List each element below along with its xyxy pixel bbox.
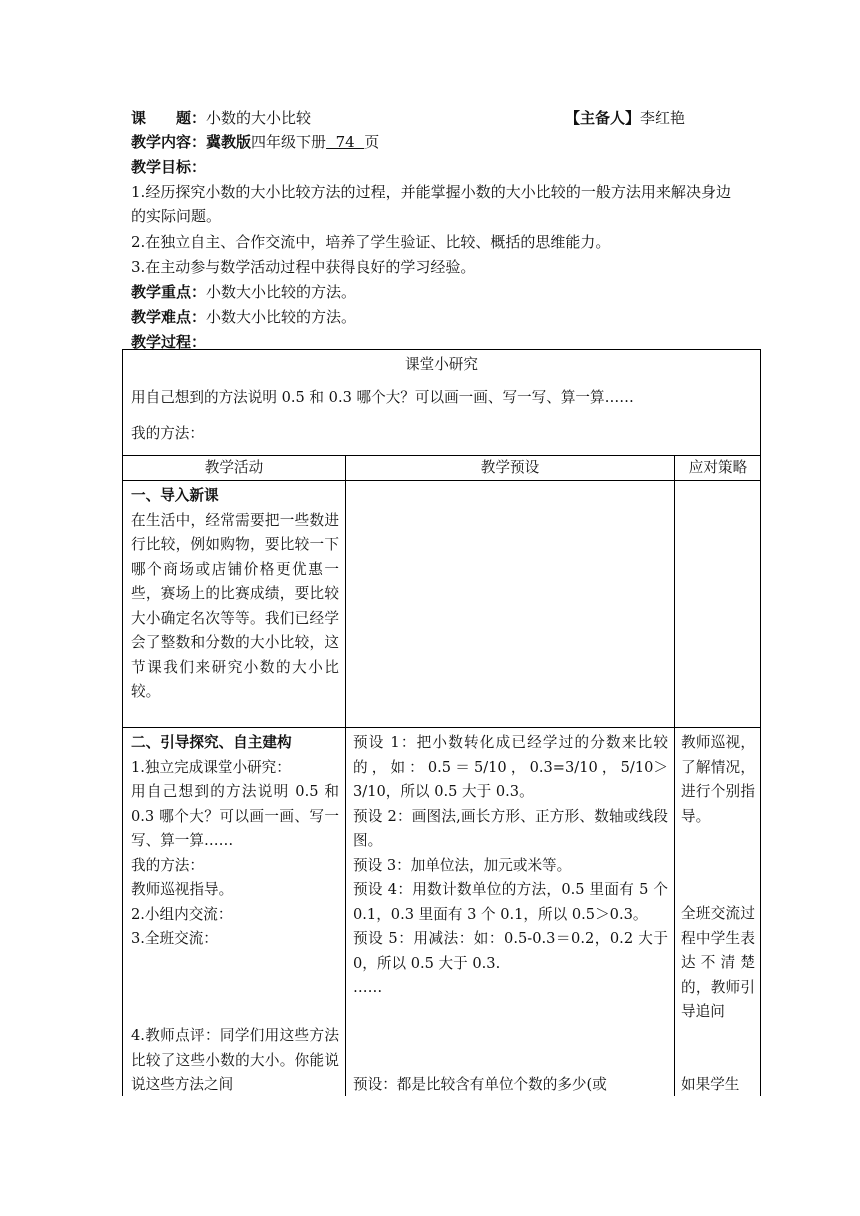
content-label: 教学内容：	[131, 133, 207, 151]
research-my-method: 我的方法：	[131, 425, 204, 442]
row2-pre-2: 预设 2：画图法,画长方形、正方形、数轴或线段图。	[353, 807, 668, 849]
goal-3: 3.在主动参与数学活动过程中获得良好的学习经验。	[131, 258, 476, 276]
content-page: 74	[326, 133, 365, 151]
row2-act-2: 用自己想到的方法说明 0.5 和 0.3 哪个大？可以画一画、写一写、算一算……	[131, 783, 339, 849]
row1-activity-cell	[131, 484, 339, 705]
row2-pre-5: 预设 5：用减法：如：0.5-0.3＝0.2，0.2 大于 0，所以 0.5 大于 0.3.	[353, 930, 668, 972]
difficulty-label: 教学难点：	[131, 308, 207, 326]
research-prompt: 用自己想到的方法说明 0.5 和 0.3 哪个大？可以画一画、写一写、算一算……	[131, 389, 634, 406]
row2-act-5: 2.小组内交流：	[131, 905, 233, 923]
header-preset: 教学预设	[480, 459, 540, 476]
key-point-label: 教学重点：	[131, 283, 207, 301]
goal-2: 2.在独立自主、合作交流中，培养了学生验证、比较、概括的思维能力。	[131, 233, 611, 251]
key-point-value: 小数大小比较的方法。	[206, 283, 357, 301]
row2-pre-7: 预设：都是比较含有单位个数的多少(或	[353, 1076, 607, 1093]
header-strategy: 应对策略	[688, 459, 748, 476]
research-title: 课堂小研究	[405, 356, 478, 373]
content-publisher: 冀教版	[206, 133, 252, 151]
difficulty-value: 小数大小比较的方法。	[206, 308, 357, 326]
col-divider-2	[674, 455, 675, 1096]
difficulty-line	[131, 305, 731, 329]
row1-activity-text: 在生活中，经常需要把一些数进行比较，例如购物，要比较一下哪个商场或店铺价格更优惠一些，赛场上的比赛成绩，要比较大小确定名次等等。我们已经学会了整数和分数的大小比较，这节课我们来研究小数的大小比较。	[131, 511, 339, 700]
process-label: 教学过程：	[131, 333, 207, 351]
row2-pre-4: 预设 4：用数计数单位的方法，0.5 里面有 5 个 0.1，0.3 里面有 3 个 0.1，所以 0.5＞0.3。	[353, 881, 668, 923]
row2-str-3: 如果学生	[681, 1076, 740, 1093]
row2-str-1: 教师巡视，了解情况，进行个别指导。	[681, 734, 755, 825]
row2-act-4: 教师巡视指导。	[131, 881, 234, 898]
row2-act-3: 我的方法：	[131, 856, 204, 874]
goals-label: 教学目标：	[131, 158, 207, 176]
preparer	[565, 106, 685, 130]
row2-pre-1: 预设 1：把小数转化成已经学过的分数来比较的，如：0.5＝5/10，0.3=3/10，5/10＞3/10，所以 0.5 大于 0.3。	[353, 734, 668, 800]
divider-row1-bottom	[122, 727, 761, 728]
row2-act-1: 1.独立完成课堂小研究：	[131, 758, 291, 776]
preparer-label: 【主备人】	[565, 109, 641, 127]
content-book: 四年级下册	[251, 133, 327, 151]
col-divider-1	[345, 455, 346, 1096]
content-page-unit: 页	[364, 133, 380, 151]
row1-title: 一、导入新课	[131, 487, 219, 504]
row2-str-2: 全班交流过程中学生表达不清楚的，教师引导追问	[681, 905, 755, 1020]
row2-act-6: 3.全班交流：	[131, 930, 218, 947]
goal-1: 1.经历探究小数的大小比较方法的过程，并能掌握小数的大小比较的一般方法用来解决身边的实际问题。	[131, 183, 731, 225]
row2-pre-3: 预设 3：加单位法，加元或米等。	[353, 856, 572, 874]
key-point-line	[131, 280, 731, 304]
topic-label: 课 题：	[131, 109, 207, 127]
row2-activity-cell	[131, 731, 339, 952]
content-line	[131, 130, 731, 154]
row2-title: 二、引导探究、自主建构	[131, 734, 292, 751]
row2-pre-6: ……	[353, 979, 383, 996]
header-activity: 教学活动	[204, 459, 264, 476]
row2-act-7: 4.教师点评：同学们用这些方法比较了这些小数的大小。你能说说这些方法之间	[131, 1027, 339, 1093]
preparer-value: 李红艳	[640, 109, 686, 127]
topic-value: 小数的大小比较	[206, 109, 312, 127]
row2-preset-cell	[353, 731, 668, 1001]
